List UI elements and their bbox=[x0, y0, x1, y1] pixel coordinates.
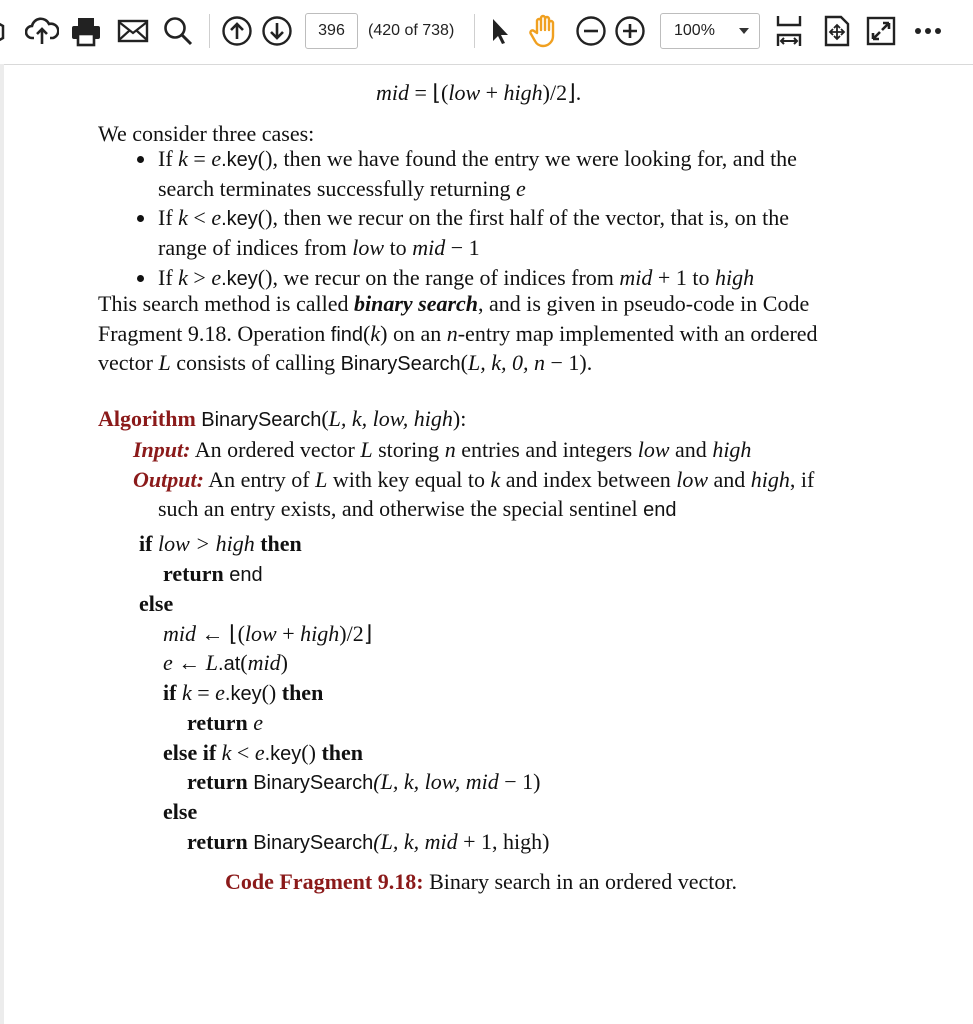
toolbar-divider bbox=[209, 14, 210, 48]
text: > bbox=[187, 265, 212, 290]
keyword: else bbox=[139, 591, 174, 616]
text: < bbox=[187, 205, 212, 230]
caption-label: Code Fragment 9.18: bbox=[225, 869, 424, 894]
code-text: .key bbox=[221, 208, 258, 230]
math-var: mid bbox=[619, 265, 653, 290]
math-text: )/2⌋. bbox=[542, 80, 582, 105]
text: (), then we recur on the first half of the vector, that is, on the bbox=[257, 205, 790, 230]
math-var: n bbox=[444, 437, 456, 462]
code-text: BinarySearch bbox=[253, 772, 374, 794]
math-var: e bbox=[254, 740, 265, 765]
keyword: else bbox=[163, 799, 198, 824]
input-label: Input: bbox=[133, 437, 191, 462]
code-text: .key bbox=[221, 268, 258, 290]
hand-pan-icon[interactable] bbox=[526, 12, 562, 50]
text: = bbox=[191, 680, 216, 705]
keyword: return bbox=[163, 561, 224, 586]
mail-icon[interactable] bbox=[114, 12, 152, 50]
math-var: high bbox=[714, 265, 755, 290]
toolbar-divider bbox=[474, 14, 475, 48]
algorithm-label: Algorithm bbox=[98, 406, 196, 431]
fit-page-icon[interactable] bbox=[820, 12, 854, 50]
math-var: k bbox=[181, 680, 192, 705]
code-text: end bbox=[229, 564, 263, 586]
chevron-down-icon bbox=[739, 28, 749, 34]
math-var: L bbox=[315, 467, 328, 492]
code-line-if bbox=[139, 531, 302, 557]
code-line-return-left bbox=[187, 769, 540, 796]
math-var: high bbox=[300, 621, 340, 646]
text: + bbox=[276, 621, 301, 646]
print-icon[interactable] bbox=[67, 12, 105, 50]
keyword: return bbox=[187, 769, 248, 794]
math-var: n bbox=[446, 321, 458, 346]
text: vector bbox=[98, 350, 159, 375]
code-text: .key bbox=[264, 743, 302, 765]
text: )/2⌋ bbox=[339, 621, 373, 646]
code-line-else2 bbox=[163, 799, 197, 825]
keyword: return bbox=[187, 710, 248, 735]
keyword: if bbox=[163, 680, 177, 705]
code-text: end bbox=[643, 499, 677, 521]
caption-text: Binary search in an ordered vector. bbox=[423, 869, 737, 894]
page-count-label: (420 of 738) bbox=[368, 22, 455, 39]
math-var: e bbox=[215, 680, 225, 705]
text: range of indices from bbox=[158, 235, 353, 260]
math-text: = ⌊( bbox=[409, 80, 449, 105]
text: ( bbox=[460, 350, 468, 375]
bullet-icon bbox=[137, 215, 144, 222]
text: such an entry exists, and otherwise the special sentinel bbox=[158, 496, 644, 521]
text: If bbox=[158, 205, 179, 230]
text: Fragment 9.18. Operation bbox=[98, 321, 331, 346]
text: An entry of bbox=[203, 467, 316, 492]
more-options-icon[interactable] bbox=[912, 12, 944, 50]
bullet-icon bbox=[137, 156, 144, 163]
select-pointer-icon[interactable] bbox=[486, 12, 514, 50]
text: ) bbox=[280, 650, 288, 675]
math-var: high bbox=[712, 437, 752, 462]
math-var: (L, k, low, mid bbox=[373, 769, 499, 794]
page-number-value: 396 bbox=[318, 22, 345, 39]
text: This search method is called bbox=[98, 291, 354, 316]
math-var: L, k, low, high bbox=[328, 406, 453, 431]
code-line-return-right bbox=[187, 829, 549, 856]
text: ) on an bbox=[380, 321, 447, 346]
text: If bbox=[158, 265, 179, 290]
math-var: L bbox=[158, 350, 171, 375]
cases-intro: We consider three cases: bbox=[98, 121, 315, 146]
text: and bbox=[669, 437, 713, 462]
math-var: high bbox=[750, 467, 790, 492]
paragraph-line1 bbox=[98, 291, 809, 317]
math-var: e bbox=[211, 265, 222, 290]
math-var: e bbox=[211, 205, 222, 230]
text: with key equal to bbox=[327, 467, 491, 492]
text: () bbox=[301, 740, 316, 765]
text: ⌊( bbox=[229, 621, 245, 646]
math-var: high bbox=[503, 80, 543, 105]
math-var: L, k, 0, n bbox=[467, 350, 545, 375]
math-var: L bbox=[360, 437, 373, 462]
code-text: BinarySearch bbox=[340, 353, 461, 375]
code-text: BinarySearch bbox=[201, 409, 322, 431]
text: ( bbox=[363, 321, 371, 346]
code-line-else-if bbox=[163, 740, 363, 767]
page-number-input[interactable] bbox=[305, 13, 358, 49]
zoom-out-icon[interactable] bbox=[574, 12, 608, 50]
arrow-down-circle-icon[interactable] bbox=[259, 12, 295, 50]
keyword: then bbox=[321, 740, 364, 765]
math-var: mid bbox=[376, 80, 409, 105]
code-text: .key bbox=[224, 683, 262, 705]
math-var: e bbox=[211, 146, 222, 171]
code-line-return-end bbox=[163, 561, 263, 588]
left-scroll-edge bbox=[0, 64, 4, 1024]
keyword: else if bbox=[163, 740, 217, 765]
code-line-return-e bbox=[187, 710, 263, 736]
math-var: k bbox=[490, 467, 501, 492]
math-var: L bbox=[205, 650, 219, 675]
paragraph-line3 bbox=[98, 350, 592, 377]
math-var: low > high bbox=[157, 531, 255, 556]
algorithm-output-line1 bbox=[133, 467, 814, 493]
math-var: mid bbox=[163, 621, 196, 646]
text: and bbox=[708, 467, 751, 492]
overflow-left-icon[interactable] bbox=[0, 12, 8, 50]
text: (), we recur on the range of indices from bbox=[257, 265, 620, 290]
bullet-icon bbox=[137, 275, 144, 282]
case2-line1 bbox=[158, 205, 789, 232]
code-line-if-equal bbox=[163, 680, 323, 707]
text: consists of calling bbox=[170, 350, 341, 375]
paragraph-line2 bbox=[98, 321, 818, 348]
text: An ordered vector bbox=[190, 437, 361, 462]
text: ← bbox=[196, 621, 229, 646]
math-var: k bbox=[370, 321, 381, 346]
text: ( bbox=[321, 406, 329, 431]
text: + 1, high) bbox=[457, 829, 550, 854]
text: If bbox=[158, 146, 179, 171]
emphasis-term: binary search bbox=[353, 291, 479, 316]
math-var: e bbox=[253, 710, 263, 735]
code-text: .at bbox=[218, 653, 241, 675]
code-line-else bbox=[139, 591, 173, 617]
code-fragment-caption bbox=[225, 869, 737, 895]
code-text: find bbox=[330, 324, 364, 346]
arrow-up-circle-icon[interactable] bbox=[219, 12, 255, 50]
keyword: then bbox=[260, 531, 302, 556]
text: to bbox=[384, 235, 413, 260]
text: (), then we have found the entry we were looking for, and the bbox=[257, 146, 797, 171]
search-icon[interactable] bbox=[160, 12, 196, 50]
output-label: Output: bbox=[133, 467, 204, 492]
text: , if bbox=[789, 467, 815, 492]
text: ( bbox=[240, 650, 248, 675]
math-var: low bbox=[448, 80, 481, 105]
math-var: k bbox=[178, 146, 188, 171]
zoom-value: 100% bbox=[674, 22, 715, 39]
mid-formula bbox=[376, 80, 581, 106]
pdf-toolbar bbox=[0, 0, 973, 65]
keyword: if bbox=[139, 531, 153, 556]
code-text: .key bbox=[221, 149, 258, 171]
text: − 1). bbox=[544, 350, 593, 375]
algorithm-output-line2 bbox=[158, 496, 676, 523]
math-var: e bbox=[515, 176, 526, 201]
math-var: mid bbox=[412, 235, 446, 260]
code-text: BinarySearch bbox=[253, 832, 374, 854]
zoom-select[interactable] bbox=[660, 13, 760, 49]
code-line-e bbox=[163, 650, 288, 677]
case1-line2 bbox=[158, 176, 526, 202]
case2-line2 bbox=[158, 235, 480, 261]
text: + 1 to bbox=[652, 265, 715, 290]
text: ): bbox=[452, 406, 467, 431]
text: = bbox=[187, 146, 212, 171]
text: -entry map implemented with an ordered bbox=[457, 321, 818, 346]
text: < bbox=[231, 740, 255, 765]
zoom-in-icon[interactable] bbox=[613, 12, 647, 50]
text: ← bbox=[172, 650, 206, 675]
keyword: return bbox=[187, 829, 248, 854]
math-var: k bbox=[221, 740, 232, 765]
text: , and is given in pseudo-code in Code bbox=[478, 291, 810, 316]
math-var: low bbox=[244, 621, 277, 646]
text: − 1) bbox=[498, 769, 541, 794]
math-var: k bbox=[178, 265, 188, 290]
text: and index between bbox=[500, 467, 677, 492]
math-var: e bbox=[163, 650, 173, 675]
text: − 1 bbox=[445, 235, 480, 260]
math-var: k bbox=[178, 205, 188, 230]
math-var: low bbox=[352, 235, 385, 260]
math-var: low bbox=[676, 467, 709, 492]
math-var: low bbox=[637, 437, 670, 462]
text: storing bbox=[372, 437, 445, 462]
algorithm-header bbox=[98, 406, 466, 433]
keyword: then bbox=[281, 680, 324, 705]
text: () bbox=[261, 680, 277, 705]
math-text: + bbox=[480, 80, 504, 105]
math-var: mid bbox=[247, 650, 281, 675]
case3-line bbox=[158, 265, 754, 292]
math-var: (L, k, mid bbox=[373, 829, 458, 854]
fit-width-icon[interactable] bbox=[772, 12, 806, 50]
text: search terminates successfully returning bbox=[158, 176, 516, 201]
code-line-mid bbox=[163, 621, 372, 647]
case1-line1 bbox=[158, 146, 797, 173]
text: entries and integers bbox=[455, 437, 638, 462]
cloud-upload-icon[interactable] bbox=[24, 12, 60, 50]
algorithm-input bbox=[133, 437, 751, 463]
fullscreen-icon[interactable] bbox=[864, 12, 898, 50]
